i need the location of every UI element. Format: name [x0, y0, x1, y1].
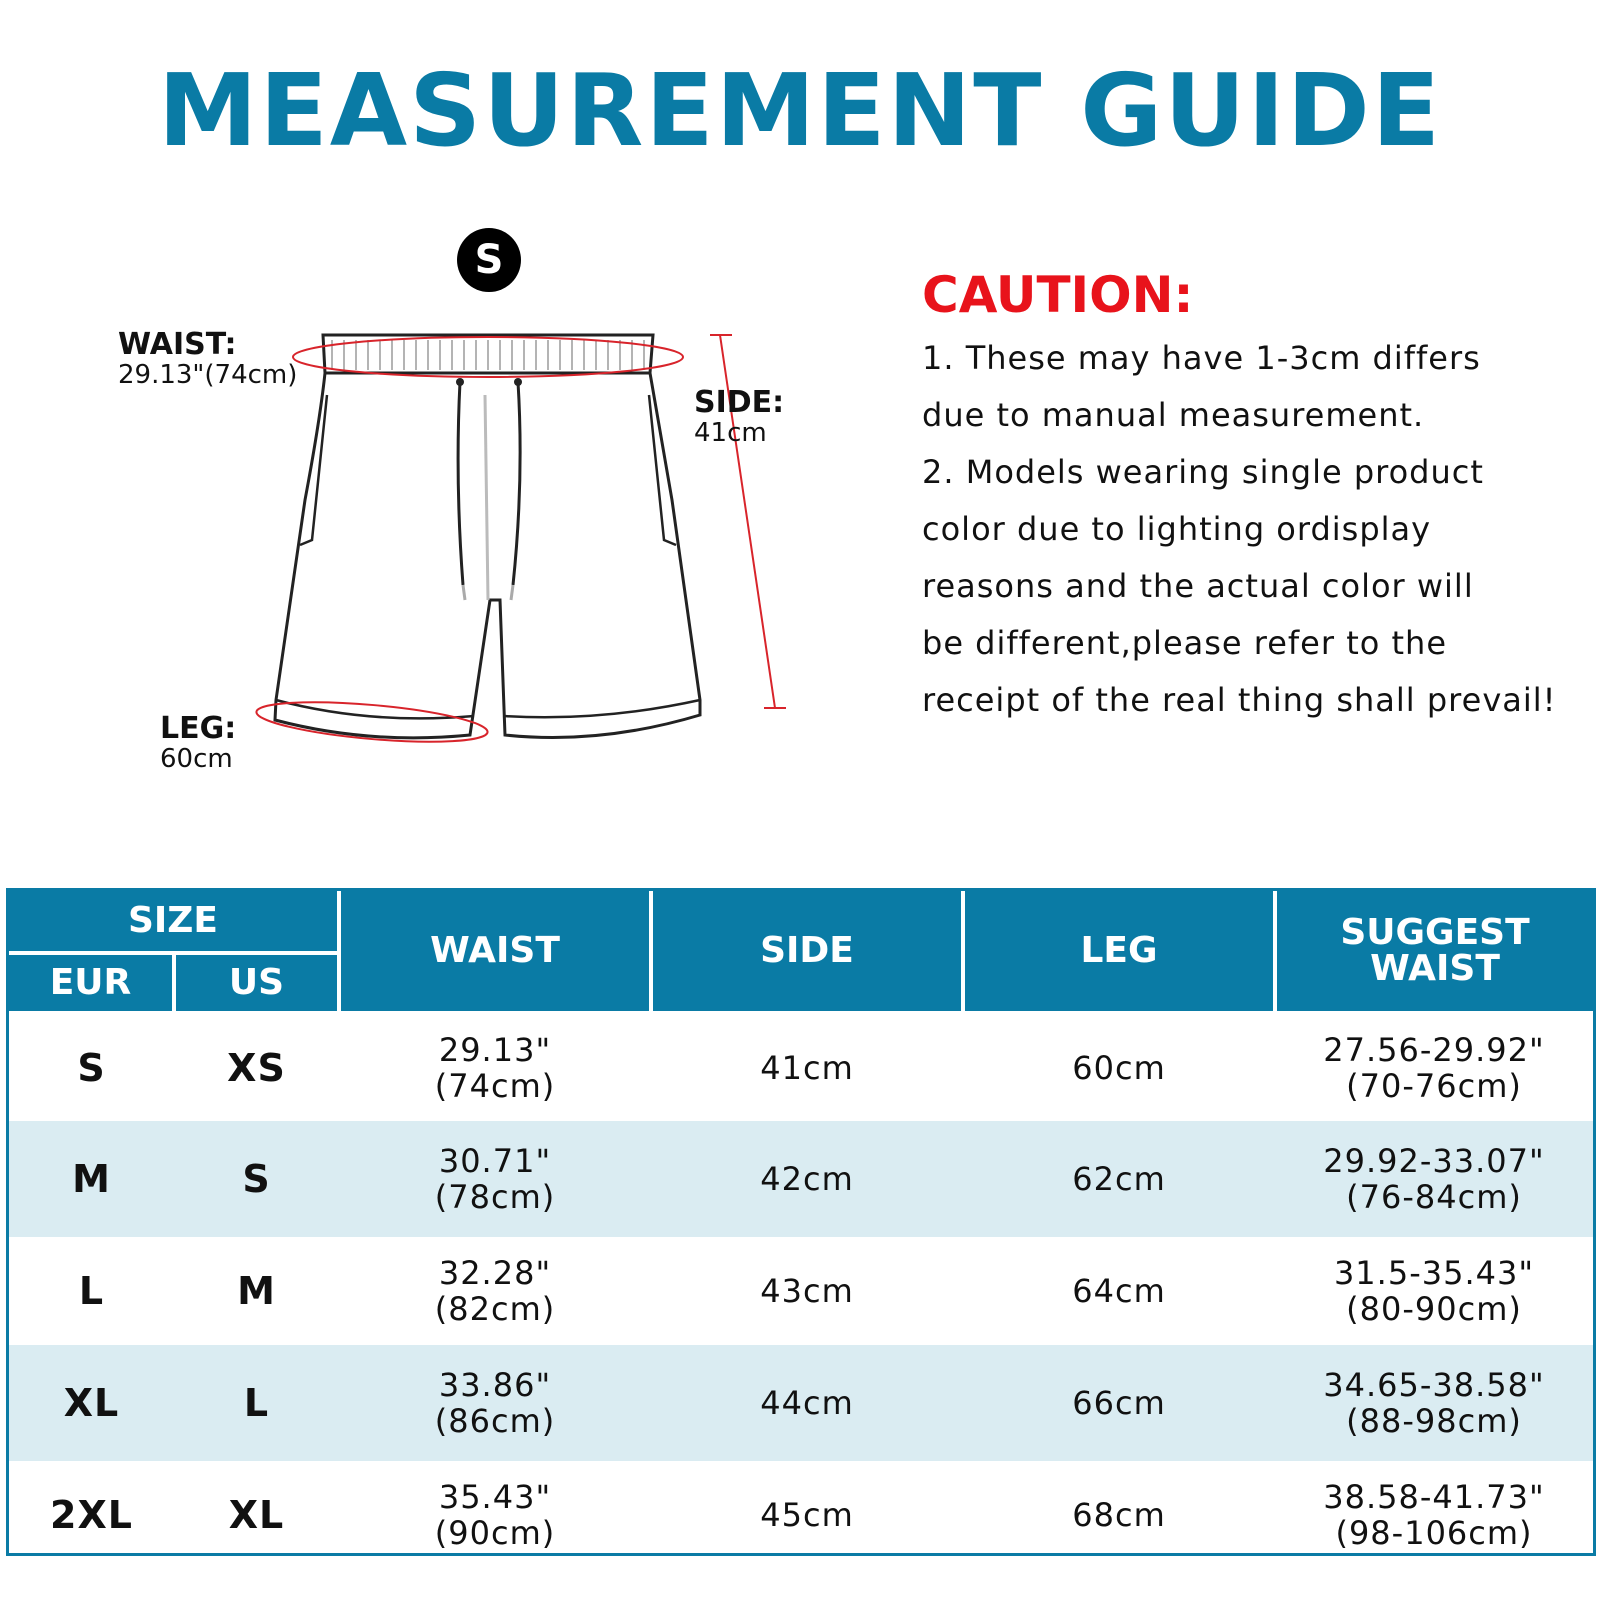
table-row: [9, 1121, 1593, 1237]
cell-suggest: 27.56-29.92" (70-76cm): [1323, 1031, 1545, 1105]
header-suggest-waist: [1275, 891, 1593, 1013]
cell-us: L: [243, 1381, 270, 1425]
caution-line: receipt of the real thing shall prevail!: [922, 681, 1557, 719]
cell-leg: 64cm: [1072, 1272, 1166, 1310]
cell-waist: 32.28" (82cm): [434, 1254, 556, 1328]
cell-us: M: [237, 1269, 276, 1313]
caution-line: 1. These may have 1-3cm differs: [922, 339, 1481, 377]
caution-line: color due to lighting ordisplay: [922, 510, 1432, 548]
leg-measure-label: [160, 712, 236, 774]
cell-suggest: 29.92-33.07" (76-84cm): [1323, 1142, 1545, 1216]
caution-line: be different,please refer to the: [922, 624, 1447, 662]
header-us: US: [174, 953, 339, 1013]
cell-eur: XL: [63, 1381, 120, 1425]
cell-leg: 62cm: [1072, 1160, 1166, 1198]
cell-suggest: 38.58-41.73" (98-106cm): [1323, 1478, 1545, 1552]
cell-side: 42cm: [760, 1160, 854, 1198]
cell-eur: M: [72, 1157, 111, 1201]
caution-text: [922, 330, 1582, 729]
size-table: [6, 888, 1596, 1556]
header-waist: WAIST: [339, 891, 651, 1013]
cell-side: 41cm: [760, 1049, 854, 1087]
cell-waist: 29.13" (74cm): [434, 1031, 556, 1105]
caution-line: due to manual measurement.: [922, 396, 1425, 434]
waist-measure-value: 29.13"(74cm): [118, 360, 298, 390]
waist-measure-key: WAIST:: [118, 327, 237, 362]
table-row: [9, 1013, 1593, 1121]
cell-suggest: 31.5-35.43" (80-90cm): [1333, 1254, 1535, 1328]
waist-measure-label: [118, 328, 297, 390]
cell-us: XL: [228, 1493, 285, 1537]
header-side: SIDE: [651, 891, 963, 1013]
cell-waist: 33.86" (86cm): [434, 1366, 556, 1440]
cell-leg: 60cm: [1072, 1049, 1166, 1087]
cell-leg: 68cm: [1072, 1496, 1166, 1534]
cell-us: XS: [227, 1046, 286, 1090]
table-row: [9, 1461, 1593, 1556]
cell-eur: S: [77, 1046, 106, 1090]
side-measure-value: 41cm: [694, 418, 767, 448]
caution-line: 2. Models wearing single product: [922, 453, 1484, 491]
cell-side: 43cm: [760, 1272, 854, 1310]
cell-eur: 2XL: [50, 1493, 133, 1537]
cell-leg: 66cm: [1072, 1384, 1166, 1422]
table-row: [9, 1345, 1593, 1461]
header-leg: LEG: [963, 891, 1275, 1013]
cell-side: 44cm: [760, 1384, 854, 1422]
page-title: MEASUREMENT GUIDE: [157, 52, 1443, 169]
cell-eur: L: [78, 1269, 105, 1313]
header-suggest-line1: SUGGEST: [1340, 912, 1530, 953]
caution-line: reasons and the actual color will: [922, 567, 1474, 605]
header-size: SIZE: [9, 891, 339, 953]
caution-title: CAUTION:: [922, 266, 1194, 324]
cell-side: 45cm: [760, 1496, 854, 1534]
cell-suggest: 34.65-38.58" (88-98cm): [1323, 1366, 1545, 1440]
table-row: [9, 1237, 1593, 1345]
leg-measure-key: LEG:: [160, 711, 237, 746]
leg-measure-value: 60cm: [160, 744, 233, 774]
cell-waist: 35.43" (90cm): [434, 1478, 556, 1552]
header-eur: EUR: [9, 953, 174, 1013]
side-measure-label: [694, 386, 784, 448]
cell-waist: 30.71" (78cm): [434, 1142, 556, 1216]
side-measure-key: SIDE:: [694, 385, 785, 420]
header-suggest-line2: WAIST: [1370, 948, 1500, 989]
size-badge: S: [457, 228, 521, 292]
cell-us: S: [242, 1157, 271, 1201]
